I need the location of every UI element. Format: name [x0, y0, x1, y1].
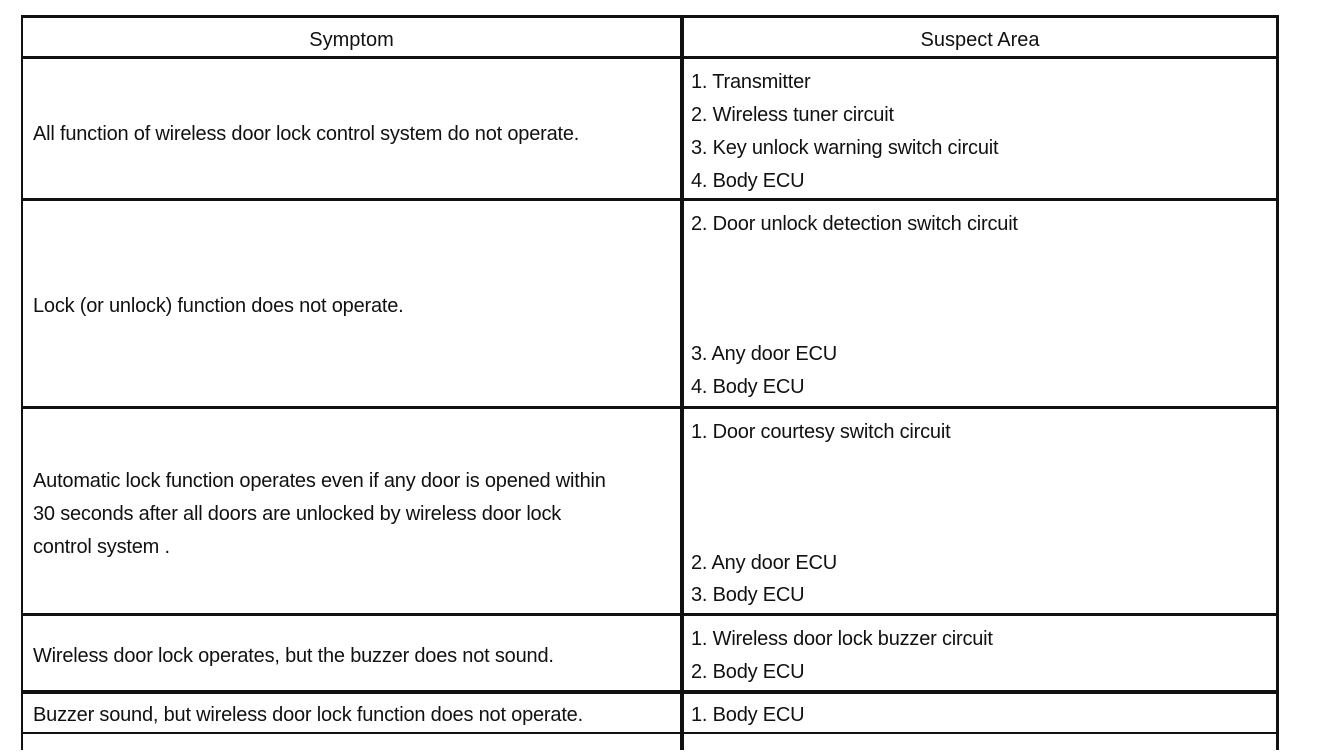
- suspect-item: 3. Body ECU: [691, 584, 805, 606]
- symptom-header: Symptom: [309, 29, 394, 51]
- suspect-item: 2. Body ECU: [691, 661, 805, 683]
- suspect-item: 1. Wireless door lock buzzer circuit: [691, 628, 993, 650]
- suspect-item: 2. Wireless tuner circuit: [691, 104, 894, 126]
- suspect-item: 1. Body ECU: [691, 704, 805, 726]
- suspect-area-header: Suspect Area: [920, 29, 1040, 51]
- symptom-cell: 30 seconds after all doors are unlocked by wireless door lock: [33, 503, 562, 525]
- symptom-cell: control system .: [33, 536, 170, 558]
- column-divider: [680, 15, 684, 750]
- row-divider: [21, 198, 1279, 201]
- row-divider: [21, 690, 1279, 694]
- symptom-cell: Lock (or unlock) function does not operate.: [33, 295, 404, 317]
- suspect-item: 4. Body ECU: [691, 376, 805, 398]
- row-divider: [21, 613, 1279, 616]
- symptom-cell: Automatic lock function operates even if any door is opened within: [33, 470, 606, 492]
- table-border-left: [21, 15, 23, 750]
- suspect-item: 2. Any door ECU: [691, 552, 837, 574]
- suspect-item: 4. Body ECU: [691, 170, 805, 192]
- suspect-item: 3. Key unlock warning switch circuit: [691, 137, 999, 159]
- symptom-cell: Wireless door lock operates, but the buzzer does not sound.: [33, 645, 554, 667]
- table-border-bottom: [21, 732, 1279, 734]
- suspect-item: 3. Any door ECU: [691, 343, 837, 365]
- suspect-item: 1. Door courtesy switch circuit: [691, 421, 951, 443]
- suspect-item: 2. Door unlock detection switch circuit: [691, 213, 1018, 235]
- suspect-item: 1. Transmitter: [691, 71, 811, 93]
- troubleshooting-table: [21, 15, 1279, 750]
- header-divider: [21, 56, 1279, 59]
- table-border-right: [1276, 15, 1279, 750]
- row-divider: [21, 406, 1279, 409]
- symptom-cell: Buzzer sound, but wireless door lock function does not operate.: [33, 704, 583, 726]
- table-border-top: [21, 15, 1279, 18]
- symptom-cell: All function of wireless door lock control system do not operate.: [33, 123, 580, 145]
